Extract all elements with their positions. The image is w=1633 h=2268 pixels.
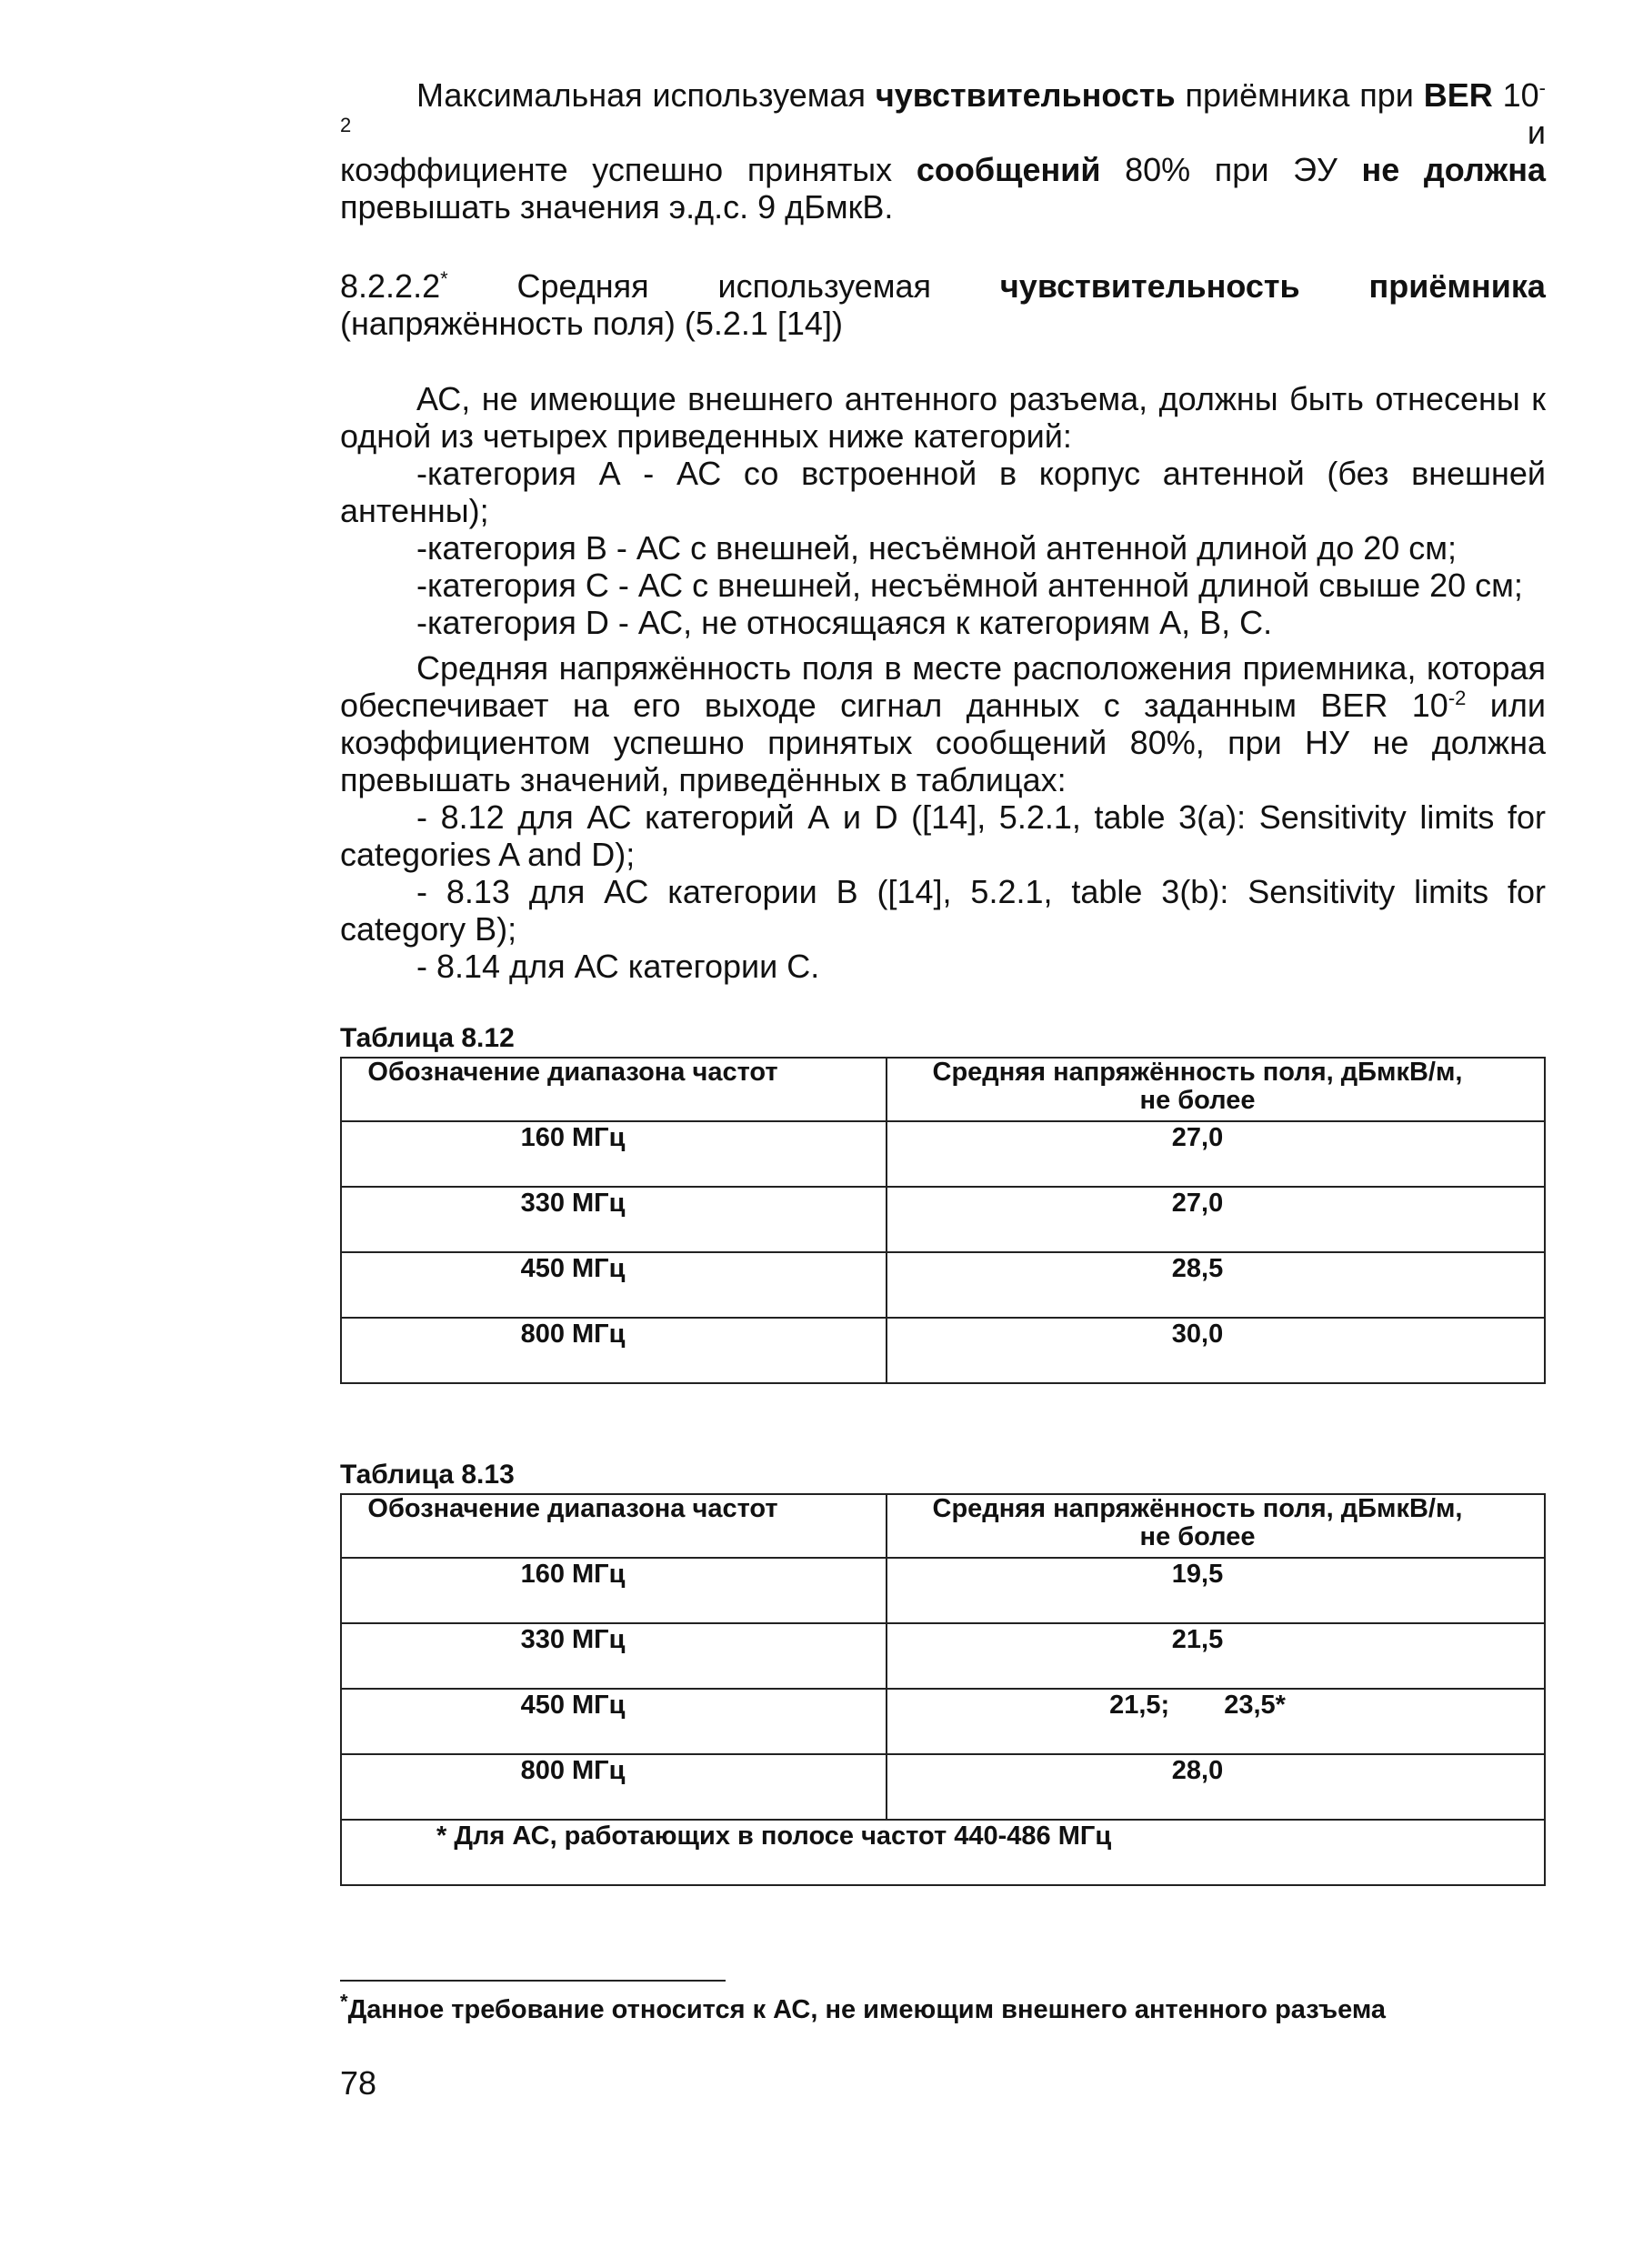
table-row [341, 1623, 1545, 1689]
text-run: коэффициенте успешно принятых [340, 151, 917, 188]
footnote-mark: * [440, 267, 448, 290]
table-813 [340, 1493, 1546, 1886]
page-number: 78 [340, 2064, 377, 2102]
table-812-caption: Таблица 8.12 [340, 1023, 515, 1053]
section-heading-line-1 [340, 267, 1546, 305]
text-run-bold: чувствительность [875, 76, 1176, 114]
band-cell: 160 МГц [341, 1121, 887, 1187]
table-reference-item: - 8.14 для АС категории С. [416, 948, 820, 985]
header-cell: Обозначение диапазона частот [341, 1494, 887, 1558]
intro-line-3: превышать значения э.д.с. 9 дБмкВ. [340, 188, 894, 226]
text-run: приёмника при [1175, 76, 1424, 114]
table-header-row [341, 1494, 1545, 1558]
table-row [341, 1187, 1545, 1252]
value-cell: 28,0 [887, 1754, 1545, 1820]
value-cell: 27,0 [887, 1121, 1545, 1187]
band-cell: 330 МГц [341, 1187, 887, 1252]
table-reference-item: - 8.13 для АС категории B ([14], 5.2.1, table 3(b): Sensitivity limits for category B); [340, 873, 1546, 948]
superscript: -2 [340, 76, 1546, 136]
heading-word-bold: приёмника [1368, 267, 1546, 305]
table-812 [340, 1057, 1546, 1384]
text-run: Максимальная используемая [416, 76, 876, 114]
band-cell: 160 МГц [341, 1558, 887, 1623]
footnote-text: Данное требование относится к АС, не имеющим внешнего антенного разъема [347, 1995, 1387, 2024]
table-header-row [341, 1058, 1545, 1121]
table-row [341, 1318, 1545, 1383]
value-cell: 21,5 [887, 1623, 1545, 1689]
superscript: -2 [1448, 687, 1467, 709]
band-cell: 800 МГц [341, 1318, 887, 1383]
categories-paragraph [340, 380, 1546, 641]
category-item: -категория С - АС с внешней, несъёмной антенной длиной свыше 20 см; [416, 567, 1523, 604]
intro-paragraph [340, 76, 1546, 226]
band-cell: 450 МГц [341, 1689, 887, 1754]
value-cell: 19,5 [887, 1558, 1545, 1623]
header-cell: Средняя напряжённость поля, дБмкВ/м, не более [887, 1058, 1545, 1121]
header-cell: Средняя напряжённость поля, дБмкВ/м, не более [887, 1494, 1545, 1558]
text-run: и [351, 114, 1546, 151]
footnote-divider [340, 1980, 726, 1982]
header-cell: Обозначение диапазона частот [341, 1058, 887, 1121]
table-note: * Для АС, работающих в полосе частот 440-486 МГц [341, 1820, 1545, 1885]
value-cell: 27,0 [887, 1187, 1545, 1252]
heading-word: используемая [717, 267, 932, 305]
table-row [341, 1121, 1545, 1187]
category-item: -категория А - АС со встроенной в корпус антенной (без внешней антенны); [340, 455, 1546, 529]
section-number: 8.2.2.2* [340, 267, 448, 305]
section-heading [340, 267, 1546, 342]
table-reference-item: - 8.12 для АС категорий А и D ([14], 5.2.1, table 3(a): Sensitivity limits for categories A and D); [340, 798, 1546, 873]
text-run: 10 [1492, 76, 1539, 114]
value-secondary: 23,5* [1224, 1691, 1286, 1720]
categories-intro: АС, не имеющие внешнего антенного разъема, должны быть отнесены к одной из четырех приведенных ниже категорий: [340, 380, 1546, 455]
text-run-bold: сообщений [916, 151, 1101, 188]
value-cell [887, 1689, 1545, 1754]
table-row [341, 1558, 1545, 1623]
band-cell: 330 МГц [341, 1623, 887, 1689]
footnote-mark: * [340, 1990, 348, 2013]
intro-line-2 [340, 151, 1546, 188]
heading-word-bold: чувствительность [999, 267, 1300, 305]
heading-word: Средняя [516, 267, 649, 305]
field-strength-paragraph [340, 649, 1546, 985]
value-primary: 21,5; [1109, 1691, 1170, 1720]
text-run-bold: BER [1423, 76, 1493, 114]
footnote [340, 1990, 1387, 2025]
category-item: -категория D - АС, не относящаяся к категориям А, В, С. [416, 604, 1273, 641]
field-strength-text: Средняя напряжённость поля в месте расположения приемника, которая обеспечивает на его выходе сигнал данных с заданным BER $10^{-2}$ или коэффициентом успешно принятых сообщений 80%, при НУ не должна превышать значений, приведённых в таблицах: [340, 649, 1546, 798]
table-row [341, 1689, 1545, 1754]
band-cell: 800 МГц [341, 1754, 887, 1820]
text-run-bold: не должна [1361, 151, 1546, 188]
section-heading-line-2: (напряжённость поля) (5.2.1 [14]) [340, 305, 843, 342]
value-cell: 28,5 [887, 1252, 1545, 1318]
text-run: 80% при ЭУ [1100, 151, 1362, 188]
table-row [341, 1754, 1545, 1820]
table-note-row [341, 1820, 1545, 1885]
table-row [341, 1252, 1545, 1318]
category-item: -категория В - АС с внешней, несъёмной антенной длиной до 20 см; [416, 529, 1458, 567]
band-cell: 450 МГц [341, 1252, 887, 1318]
intro-line-1 [340, 76, 1546, 151]
table-813-caption: Таблица 8.13 [340, 1460, 515, 1490]
value-cell: 30,0 [887, 1318, 1545, 1383]
